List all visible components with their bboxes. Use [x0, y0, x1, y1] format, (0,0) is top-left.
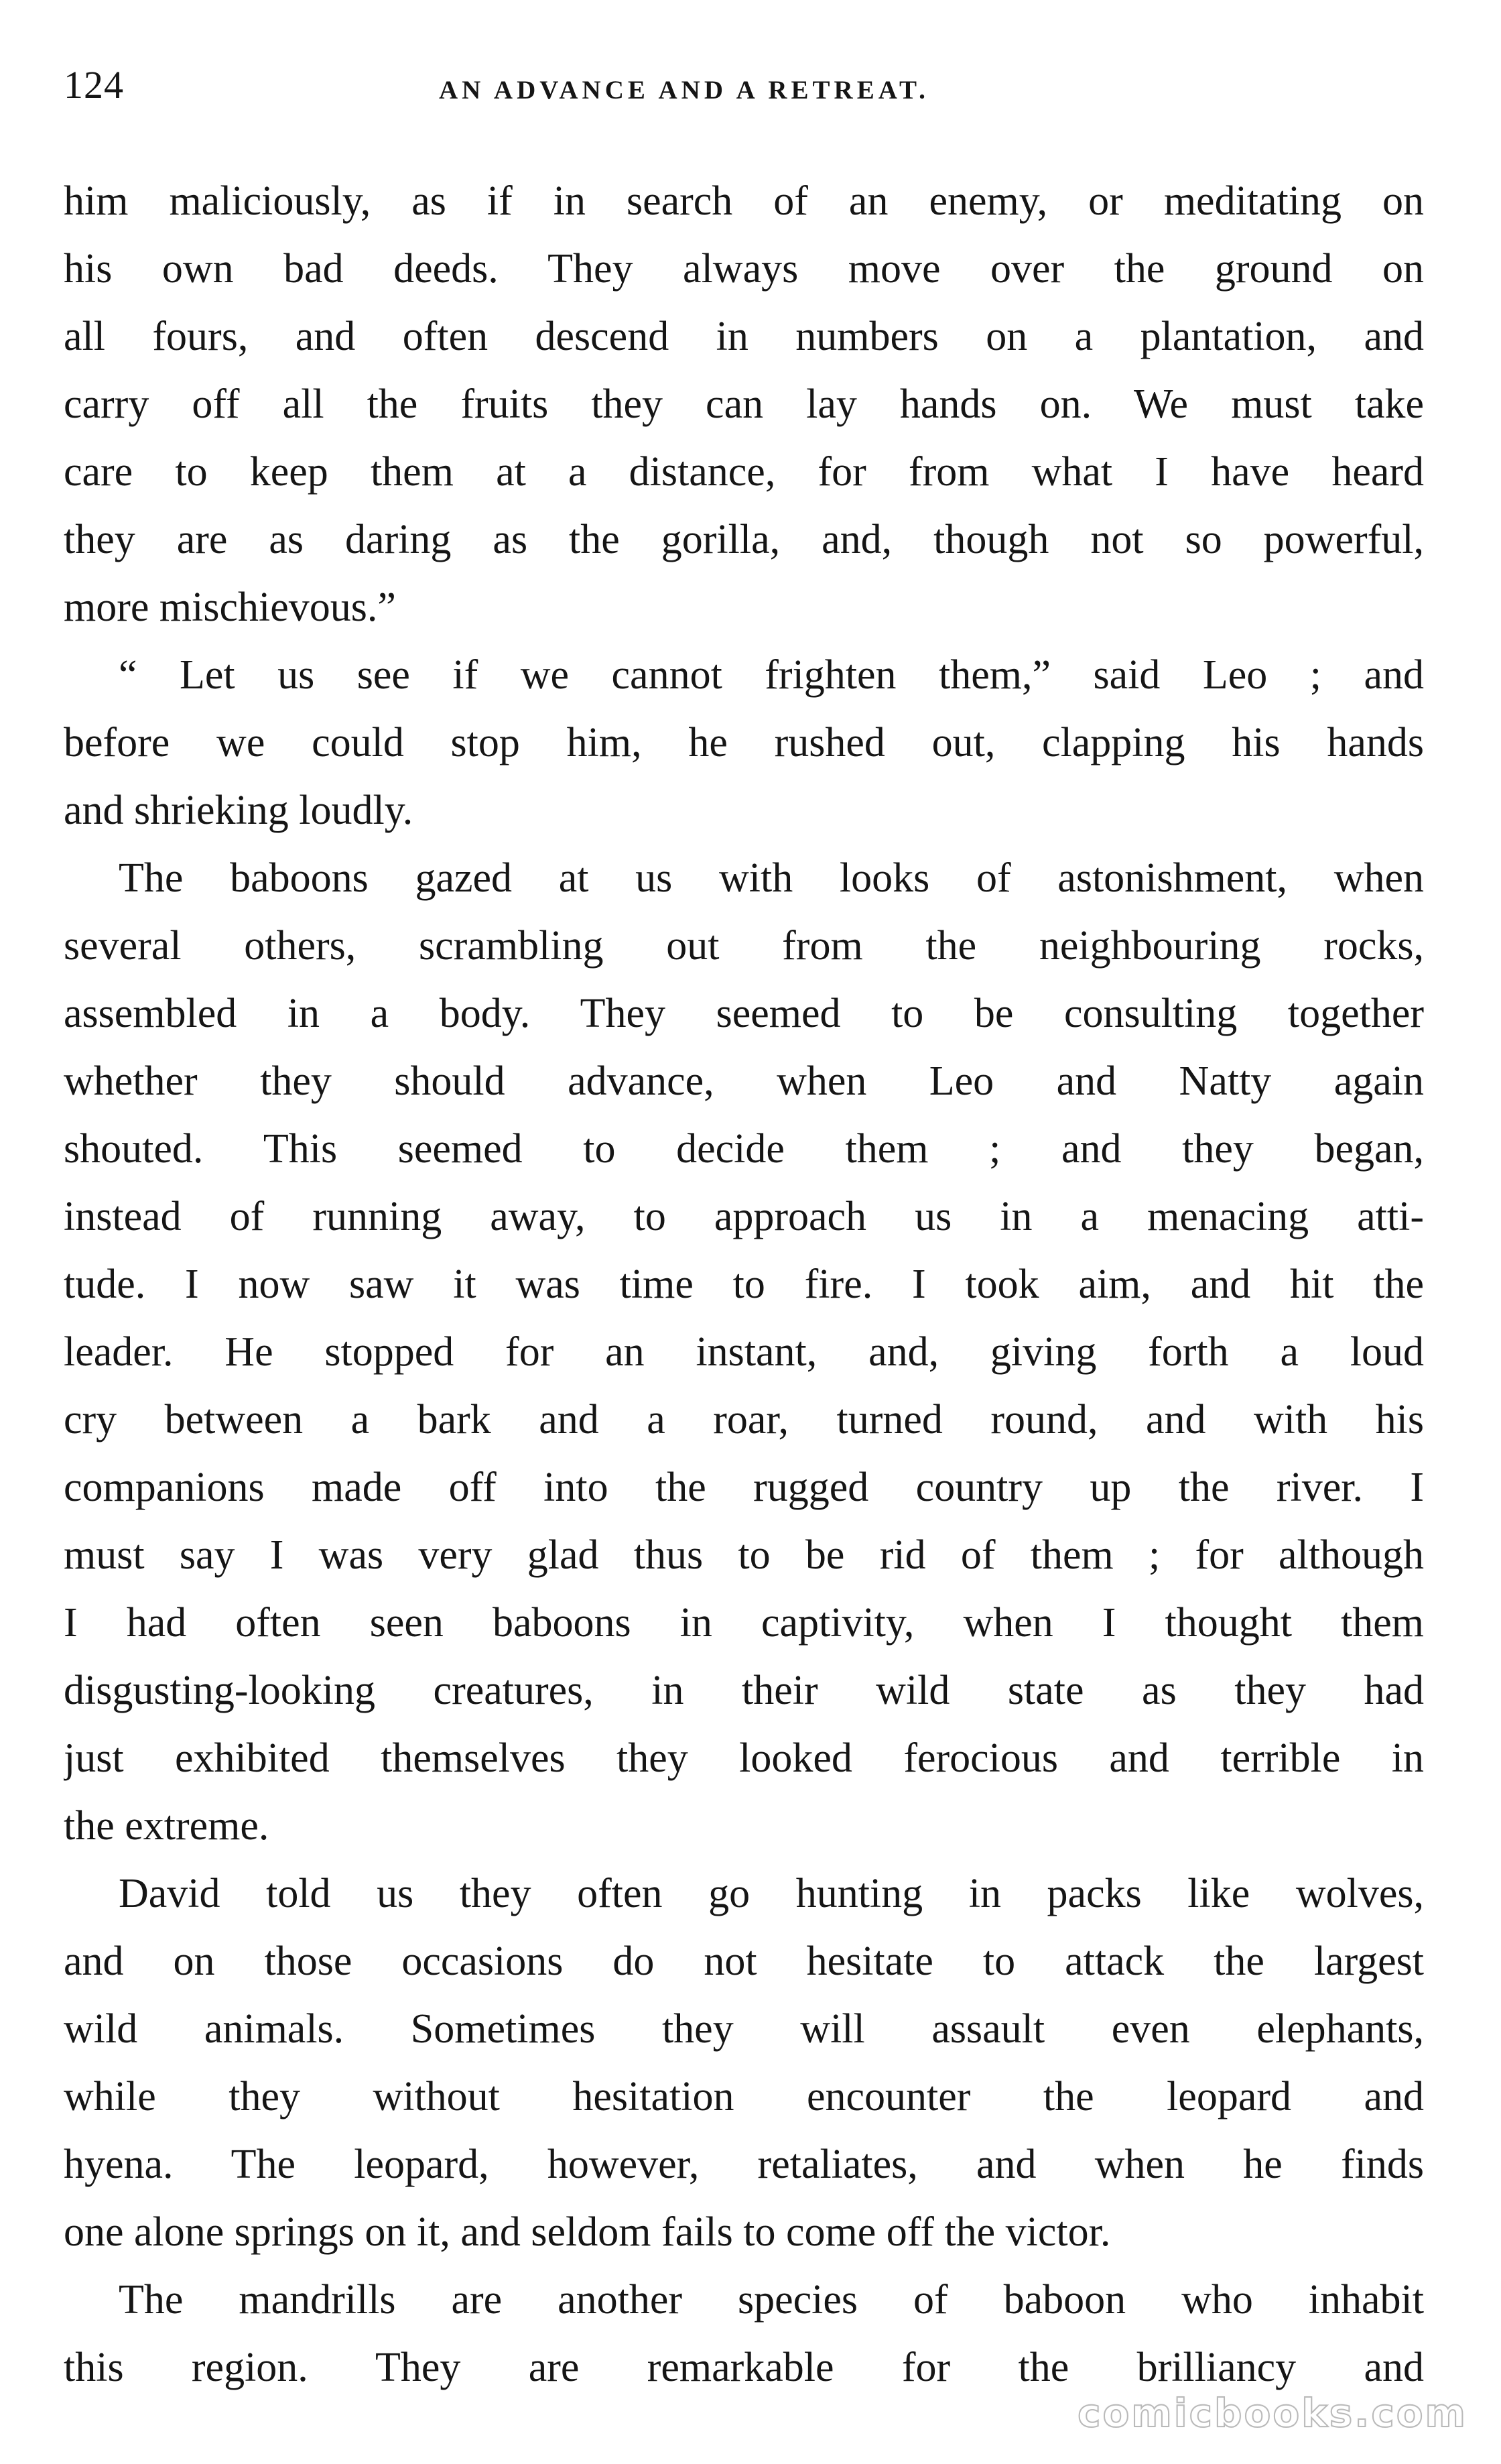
text-line: more mischievous.” [64, 584, 396, 630]
text-line: all fours, and often descend in numbers on a plantation, and [64, 314, 1424, 359]
text-line: must say I was very glad thus to be rid of them ; for although [64, 1532, 1424, 1578]
text-line: several others, scrambling out from the neighbouring rocks, [64, 923, 1424, 969]
text-line: companions made off into the rugged country up the river. I [64, 1465, 1424, 1510]
text-line: disgusting-looking creatures, in their wild state as they had [64, 1668, 1424, 1713]
text-line: The baboons gazed at us with looks of astonishment, when [119, 855, 1424, 901]
text-line: one alone springs on it, and seldom fails to come off the victor. [64, 2209, 1111, 2255]
paragraph [64, 845, 1424, 1860]
text-line: instead of running away, to approach us in a menacing atti- [64, 1194, 1424, 1239]
text-line: hyena. The leopard, however, retaliates, and when he finds [64, 2142, 1424, 2187]
text-line: him maliciously, as if in search of an enemy, or meditating on [64, 178, 1424, 224]
text-line: leader. He stopped for an instant, and, giving forth a loud [64, 1329, 1424, 1375]
text-line: and shrieking loudly. [64, 788, 413, 833]
paragraph [64, 1860, 1424, 2266]
paragraph [64, 2266, 1424, 2402]
text-line: this region. They are remarkable for the brilliancy and [64, 2345, 1424, 2390]
text-line: while they without hesitation encounter the leopard and [64, 2074, 1424, 2119]
text-line: before we could stop him, he rushed out, clapping his hands [64, 720, 1424, 765]
running-head: AN ADVANCE AND A RETREAT. [439, 76, 929, 105]
text-line: assembled in a body. They seemed to be consulting together [64, 991, 1424, 1036]
text-line: shouted. This seemed to decide them ; and they began, [64, 1126, 1424, 1172]
watermark: comicbooks.com [1078, 2390, 1467, 2436]
paragraph [64, 641, 1424, 845]
text-line: cry between a bark and a roar, turned round, and with his [64, 1397, 1424, 1442]
text-line: and on those occasions do not hesitate to attack the largest [64, 1938, 1424, 1984]
text-line: tude. I now saw it was time to fire. I took aim, and hit the [64, 1261, 1424, 1307]
text-line: “ Let us see if we cannot frighten them,” said Leo ; and [119, 652, 1424, 698]
text-line: carry off all the fruits they can lay hands on. We must take [64, 381, 1424, 427]
text-line: I had often seen baboons in captivity, when I thought them [64, 1600, 1424, 1646]
page-header [64, 62, 1424, 115]
text-line: care to keep them at a distance, for from what I have heard [64, 449, 1424, 495]
text-line: The mandrills are another species of baboon who inhabit [119, 2277, 1424, 2323]
text-line: wild animals. Sometimes they will assault even elephants, [64, 2006, 1424, 2052]
text-line: just exhibited themselves they looked ferocious and terrible in [64, 1735, 1424, 1781]
text-line: they are as daring as the gorilla, and, though not so powerful, [64, 517, 1424, 562]
text-line: his own bad deeds. They always move over the ground on [64, 246, 1424, 292]
body-text [64, 168, 1424, 2402]
text-line: whether they should advance, when Leo and Natty again [64, 1058, 1424, 1104]
text-line: the extreme. [64, 1803, 269, 1849]
page-number: 124 [64, 63, 124, 107]
paragraph [64, 168, 1424, 641]
text-line: David told us they often go hunting in packs like wolves, [119, 1871, 1424, 1916]
